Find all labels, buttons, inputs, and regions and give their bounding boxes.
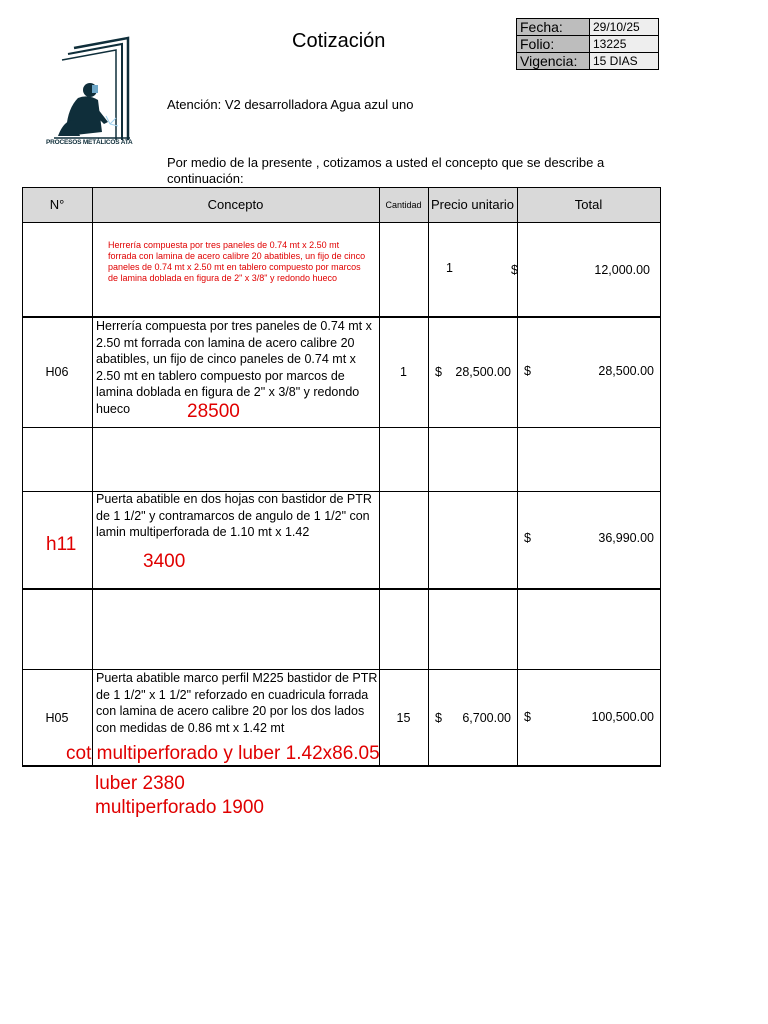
row2-total-currency: $ <box>524 364 531 378</box>
row4-concepto: Puerta abatible en dos hojas con bastidor de PTR de 1 1/2" y contramarcos de angulo de 1 1/2" con lamin multiperforada de 1.10 mt x 1.42 <box>96 492 372 539</box>
info-row-folio <box>517 36 659 53</box>
fecha-label: Fecha: <box>517 19 590 36</box>
row2-no: H06 <box>45 365 69 379</box>
vigencia-value: 15 DIAS <box>590 53 659 70</box>
company-logo <box>44 36 140 154</box>
row1-concepto: Herrería compuesta por tres paneles de 0.74 mt x 2.50 mt forrada con lamina de acero calibre 20 abatibles, un fijo de cinco paneles de 0.74 mt x 2.50 mt en tablero compuesto por marcos de lamina doblada en figura de 2" x 3/8" y redondo hueco <box>108 240 366 283</box>
row1-cantidad: 1 <box>446 261 453 275</box>
info-row-fecha <box>517 19 659 36</box>
header-no: N° <box>49 197 65 212</box>
note-multiperforado: multiperforado 1900 <box>95 797 264 818</box>
intro-text: Por medio de la presente , cotizamos a usted el concepto que se describe a continuación: <box>167 155 605 186</box>
note-luber: luber 2380 <box>95 773 185 794</box>
row2-precio: 28,500.00 <box>455 365 511 379</box>
fecha-value: 29/10/25 <box>590 19 659 36</box>
info-box <box>516 18 659 70</box>
row4-total-currency: $ <box>524 531 531 545</box>
row4-note: 3400 <box>143 551 186 572</box>
row6-total: 100,500.00 <box>591 710 654 724</box>
row2-precio-currency: $ <box>435 365 442 379</box>
header-total: Total <box>574 197 603 212</box>
note-cot: cot multiperforado y luber 1.42x86.05 <box>66 743 380 764</box>
row4-code-note: h11 <box>46 534 77 555</box>
header-cantidad: Cantidad <box>385 199 422 210</box>
row2-note: 28500 <box>187 401 240 422</box>
row4-total: 36,990.00 <box>598 531 654 545</box>
header-precio: Precio unitario <box>430 197 515 212</box>
row2-total: 28,500.00 <box>598 364 654 378</box>
header-concepto: Concepto <box>207 197 264 212</box>
row6-precio-currency: $ <box>435 711 442 725</box>
folio-value: 13225 <box>590 36 659 53</box>
vigencia-label: Vigencia: <box>517 53 590 70</box>
row1-currency: $ <box>511 263 518 277</box>
logo-text: PROCESOS METÁLICOS ATA <box>46 139 133 146</box>
row6-total-currency: $ <box>524 710 531 724</box>
row6-concepto: Puerta abatible marco perfil M225 bastidor de PTR de 1 1/2" x 1 1/2" reforzado en cuadricula forrada con lamina de acero calibre 20 por los dos lados con medidas de 0.86 mt x 1.42 mt <box>96 671 378 735</box>
attention-line: Atención: V2 desarrolladora Agua azul uno <box>167 97 414 112</box>
info-row-vigencia <box>517 53 659 70</box>
row2-cantidad: 1 <box>400 365 407 379</box>
row6-no: H05 <box>45 711 69 725</box>
welder-icon <box>44 36 140 154</box>
row1-total: 12,000.00 <box>594 263 650 277</box>
folio-label: Folio: <box>517 36 590 53</box>
row6-precio: 6,700.00 <box>462 711 511 725</box>
row2-concepto: Herrería compuesta por tres paneles de 0.74 mt x 2.50 mt forrada con lamina de acero calibre 20 abatibles, un fijo de cinco paneles de 0.74 mt x 2.50 mt en tablero compuesto por marcos de lamina doblada en figura de 2" x 3/8" y redondo hueco <box>96 319 372 416</box>
row6-cantidad: 15 <box>396 711 411 725</box>
document-title: Cotización <box>292 30 386 52</box>
